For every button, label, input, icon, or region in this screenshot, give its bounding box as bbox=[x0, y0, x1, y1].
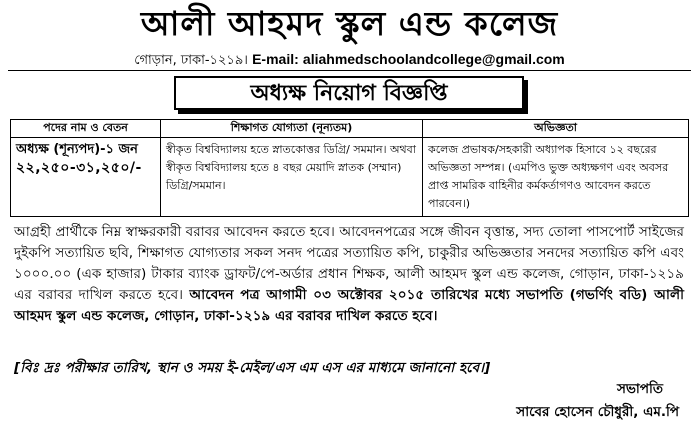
post-cell bbox=[11, 138, 161, 217]
exam-note: [বিঃ দ্রঃ পরীক্ষার তারিখ, স্থান ও সময় ই-মেইল/এস এম এস এর মাধ্যমে জানানো হবে।] bbox=[14, 360, 491, 376]
header-qualification: শিক্ষাগত যোগ্যতা (নূন্যতম) bbox=[161, 120, 423, 138]
school-address: গোড়ান, ঢাকা-১২১৯। bbox=[134, 53, 248, 68]
header-experience: অভিজ্ঞতা bbox=[423, 120, 689, 138]
post-name: অধ্যক্ষ (শূন্যপদ)-১ জন bbox=[16, 142, 138, 157]
notice-heading: অধ্যক্ষ নিয়োগ বিজ্ঞপ্তি bbox=[174, 76, 524, 110]
school-title: আলী আহমদ স্কুল এন্ড কলেজ bbox=[140, 4, 559, 43]
qualification-cell: স্বীকৃত বিশ্ববিদ্যালয় হতে স্নাতকোত্তর ডিগ্রি/ সমমান। অথবা স্বীকৃত বিশ্ববিদ্যালয় হতে ৪ বছর মেয়াদি স্নাতক (সম্মান) ডিগ্রি/সমমান। bbox=[161, 138, 423, 217]
email-address: aliahmedschoolandcollege@gmail.com bbox=[302, 51, 565, 67]
email-label: E-mail: bbox=[252, 51, 299, 67]
instructions-paragraph: আগ্রহী প্রার্থীকে নিম্ন স্বাক্ষরকারী বরাবর আবেদন করতে হবে। আবেদনপত্রের সঙ্গে জীবন বৃত্তান্ত, সদ্য তোলা পাসপোর্ট সাইজের দুইকপি সত্যায়িত ছবি, শিক্ষাগত যোগ্যতার সকল সনদ পত্রের সত্যায়িত কপি, চাকুরীর অভিজ্ঞতার সনদের সত্যায়িত কপি এবং ১০০০.০০ (এক হাজার) টাকার ব্যাংক ড্রাফট/পে-অর্ডার প্রধান শিক্ষক, আলী আহমদ স্কুল এন্ড কলেজ, গোড়ান, ঢাকা-১২১৯ এর বরাবর দাখিল করতে হবে। bbox=[14, 224, 684, 303]
header-divider bbox=[8, 70, 691, 71]
table-row bbox=[11, 138, 689, 217]
application-instructions bbox=[14, 222, 684, 327]
address-line bbox=[0, 50, 699, 70]
experience-cell: কলেজ প্রভাষক/সহকারী অধ্যাপক হিসাবে ১২ বছরের অভিজ্ঞতা সম্পন্ন। (এমপিও ভুক্ত অধ্যক্ষগণ এবং অবসর প্রাপ্ত সামরিক বাহিনীর কর্মকর্তাগণও আবেদন করতে পারবেন।) bbox=[423, 138, 689, 217]
signatory-title: সভাপতি bbox=[616, 381, 663, 397]
vacancy-table bbox=[10, 119, 689, 217]
signatory-name: সাবের হোসেন চৌধুরী, এম.পি bbox=[516, 404, 679, 420]
salary-scale: ২২,২৫০-৩১,২৫০/- bbox=[16, 160, 142, 176]
table-header-row bbox=[11, 120, 689, 138]
deadline-text: আবেদন পত্র আগামী ০৩ অক্টোবর ২০১৫ তারিখের মধ্যে সভাপতি (গভর্ণিং বডি) আলী আহমদ স্কুল এন্ড কলেজ, গোড়ান, ঢাকা-১২১৯ এর বরাবর দাখিল করতে হবে। bbox=[14, 287, 685, 324]
header-post: পদের নাম ও বেতন bbox=[11, 120, 161, 138]
